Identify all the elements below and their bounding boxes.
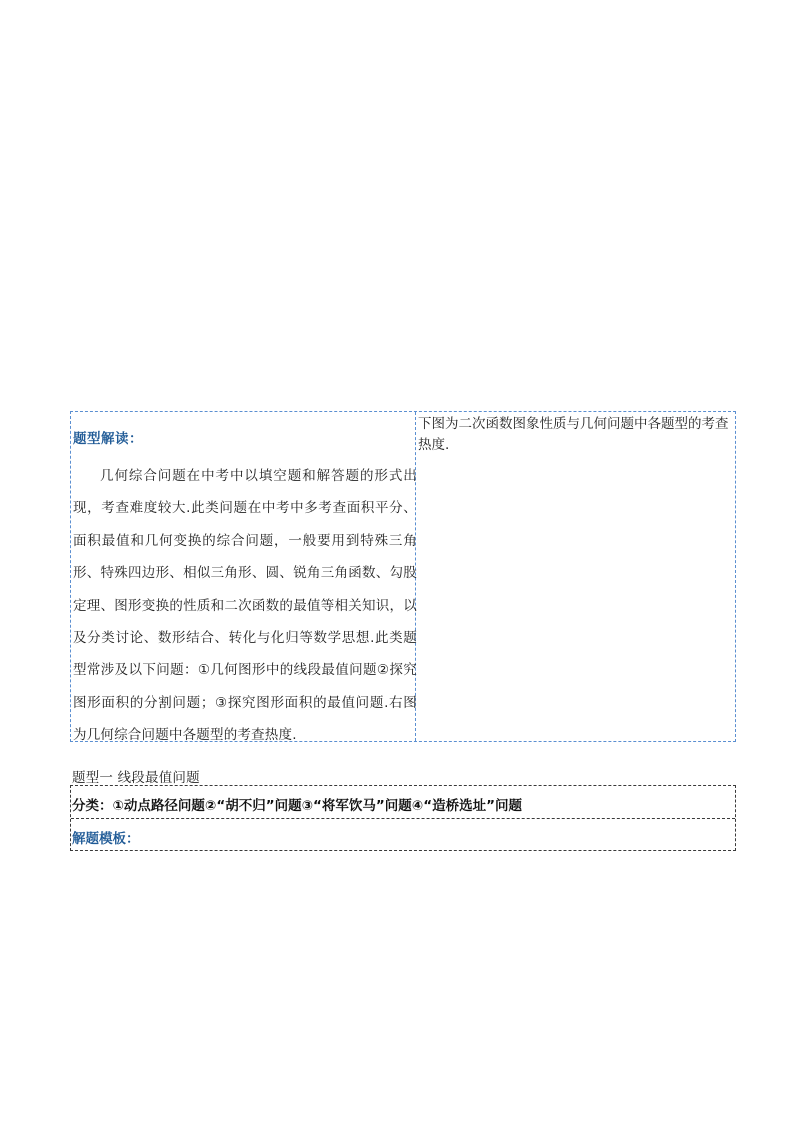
- template-row: [71, 818, 735, 850]
- type-one-title: 题型一 线段最值问题: [72, 770, 200, 786]
- intro-right-cell: [416, 412, 735, 741]
- chart-caption-note: 下图为二次函数图象性质与几何问题中各题型的考查热度.: [418, 416, 729, 453]
- section-heading: 题型解读：: [73, 431, 143, 447]
- category-text: 分类：①动点路径问题②“胡不归”问题③“将军饮马”问题④“造桥选址”问题: [72, 798, 522, 814]
- intro-table: [70, 411, 736, 742]
- intro-paragraph: 几何综合问题在中考中以填空题和解答题的形式出现，考查难度较大.此类问题在中考中多考查面积平分、面积最值和几何变换的综合问题，一般要用到特殊三角形、特殊四边形、相似三角形、圆、锐角三角函数、勾股定理、图形变换的性质和二次函数的最值等相关知识，以及分类讨论、数形结合、转化与化归等数学思想.此类题型常涉及以下问题：①几何图形中的线段最值问题②探究图形面积的分割问题；③探究图形面积的最值问题.右图为几何综合问题中各题型的考查热度.: [73, 468, 417, 744]
- category-table: [70, 785, 736, 851]
- category-row: [71, 786, 735, 818]
- template-label: 解题模板：: [72, 831, 140, 847]
- intro-left-cell: [71, 412, 417, 744]
